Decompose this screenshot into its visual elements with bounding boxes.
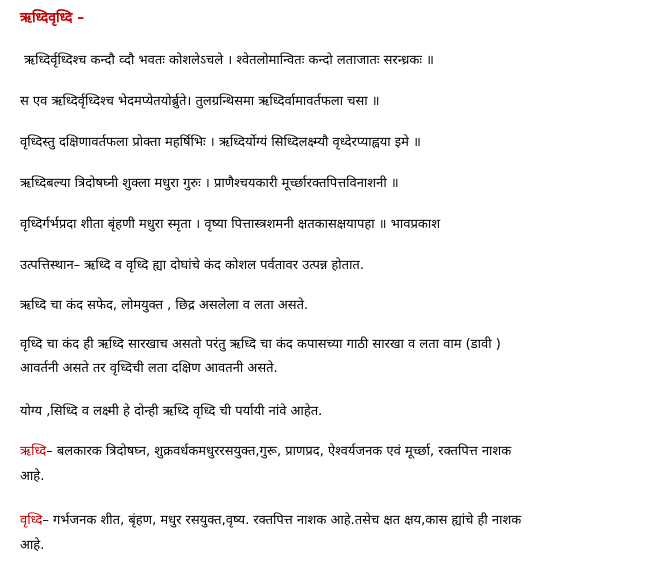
riddhi-properties-line-1: [20, 443, 648, 461]
vriddhi-properties-line-1: [20, 512, 648, 530]
vriddhi-description-line-2: आवर्तनी असते तर वृध्दिची लता दक्षिण आवतनी असते.: [20, 361, 278, 376]
section-heading: ऋध्दिवृध्दि –: [20, 10, 85, 26]
riddhi-properties-line-2: आहे.: [20, 469, 45, 484]
vriddhi-properties-text: – गर्भजनक शीत, बृंहण, मधुर रसयुक्त,वृष्य. रक्तपित्त नाशक आहे.तसेच क्षत क्षय,कास ह्यांचे ही नाशक: [42, 513, 522, 528]
vriddhi-term: वृध्दि: [20, 513, 43, 528]
riddhi-description: ऋध्दि चा कंद सफेद, लोमयुक्त , छिद्र असलेला व लता असते.: [20, 298, 309, 313]
verse-line-2: स एव ऋध्दिर्वृध्दिश्च भेदमप्येतयोर्ब्रुते। तुलग्रन्थिसमा ऋध्दिर्वामावर्तफला चसा ॥: [20, 94, 380, 109]
origin-paragraph: उत्पत्तिस्थान– ऋध्दि व वृध्दि ह्या दोघांचे कंद कोशल पर्वतावर उत्पन्न होतात.: [20, 258, 364, 273]
verse-line-4: ऋध्दिबल्या त्रिदोषघ्नी शुक्ला मधुरा गुरुः । प्राणैश्चयकारी मूर्च्छारक्तपित्तविनाशनी ॥: [20, 176, 399, 191]
synonyms-paragraph: योग्य ,सिध्दि व लक्ष्मी हे दोन्ही ऋध्दि वृध्दि ची पर्यायी नांवे आहेत.: [20, 404, 323, 419]
verse-line-3: वृध्दिस्तु दक्षिणावर्तफला प्रोक्ता महर्षिभिः । ऋध्दिर्योग्यं सिध्दिलक्ष्म्यौ वृध्देरप्याह्वया इमे ॥: [20, 135, 421, 150]
verse-line-1: ऋध्दिर्वृध्दिश्च कन्दौ व्दौ भवतः कोशलेऽचले । श्वेतलोमान्वितः कन्दो लताजातः सरन्ध्रकः ॥: [24, 53, 434, 68]
vriddhi-description-line-1: वृध्दि चा कंद ही ऋध्दि सारखाच असतो परंतु ऋध्दि चा कंद कपासच्या गाठी सारखा व लता वाम (डावी ): [20, 337, 501, 352]
vriddhi-properties-line-2: आहे.: [20, 538, 45, 553]
riddhi-properties-text: – बलकारक त्रिदोषघ्न, शुक्रवर्धकमधुररसयुक्त,गुरू, प्राणप्रद, ऐश्वर्यजनक एवं मूर्च्छा, रक्तपित्त नाशक: [46, 444, 512, 459]
verse-line-5: वृध्दिर्गर्भप्रदा शीता बृंहणी मधुरा स्मृता । वृष्या पित्तास्त्रशमनी क्षतकासक्षयापहा ॥ भावप्रकाश: [20, 217, 441, 232]
riddhi-term: ऋध्दि: [20, 444, 47, 459]
